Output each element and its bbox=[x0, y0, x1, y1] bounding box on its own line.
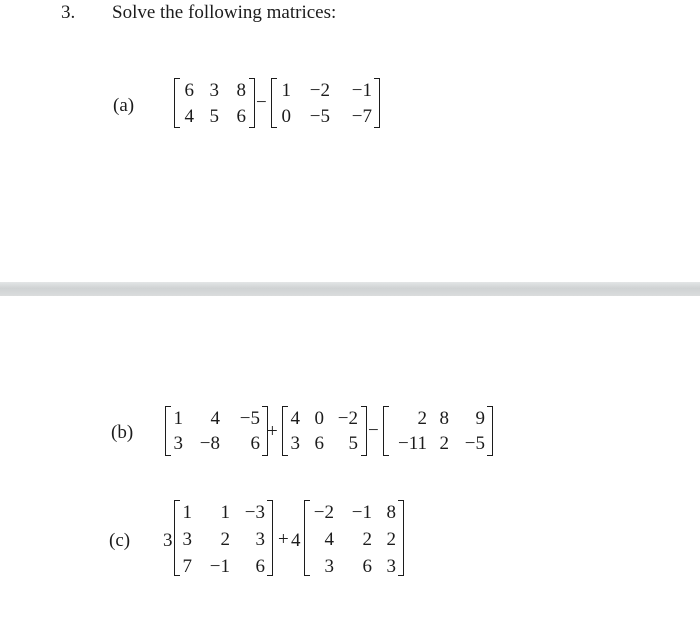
part-b-m1-cell: 1 bbox=[173, 408, 183, 429]
part-c-m2-cell: 2 bbox=[362, 529, 372, 550]
part-c-scalar-2: 4 bbox=[291, 530, 301, 551]
part-b-m1-cell: 3 bbox=[173, 433, 183, 454]
part-c-m2-cell: 3 bbox=[386, 556, 396, 577]
part-b-m3-cell: 8 bbox=[439, 408, 449, 429]
part-b-m2-cell: 5 bbox=[348, 433, 358, 454]
part-c-m1-cell: 1 bbox=[182, 502, 192, 523]
part-a-m2-right-bracket bbox=[374, 78, 380, 128]
part-c-m1-cell: −1 bbox=[209, 556, 230, 577]
part-a-m2-cell: 0 bbox=[281, 106, 291, 127]
part-c-m1-cell: 7 bbox=[182, 556, 192, 577]
part-b-m2-cell: −2 bbox=[337, 408, 358, 429]
part-c-scalar-1: 3 bbox=[163, 530, 173, 551]
part-a-m2-cell: −2 bbox=[309, 80, 330, 101]
part-c-m2-cell: 3 bbox=[324, 556, 334, 577]
part-b-m3-right-bracket bbox=[487, 406, 493, 456]
part-a-m1-cell: 8 bbox=[236, 80, 246, 101]
part-a-m1-cell: 6 bbox=[184, 80, 194, 101]
part-c-m2-cell: 8 bbox=[386, 502, 396, 523]
part-c-m1-right-bracket bbox=[267, 500, 273, 576]
part-b-m3-cell: −11 bbox=[397, 433, 427, 454]
part-c-m1-cell: −3 bbox=[244, 502, 265, 523]
part-c-m2-cell: 6 bbox=[362, 556, 372, 577]
part-c-m1-cell: 3 bbox=[255, 529, 265, 550]
part-b-label: (b) bbox=[111, 422, 134, 443]
part-a-label: (a) bbox=[113, 95, 135, 116]
part-a-m2-cell: −5 bbox=[309, 106, 330, 127]
page-divider bbox=[0, 282, 700, 296]
part-a-operator: − bbox=[256, 92, 267, 113]
part-a-m1-cell: 5 bbox=[209, 106, 219, 127]
part-b-m2-cell: 4 bbox=[290, 408, 300, 429]
part-b-m2-cell: 3 bbox=[290, 433, 300, 454]
part-c-m2-cell: −2 bbox=[313, 502, 334, 523]
part-a-m2-cell: −7 bbox=[351, 106, 372, 127]
part-a-m1-cell: 3 bbox=[209, 80, 219, 101]
part-c-m2-cell: −1 bbox=[351, 502, 372, 523]
part-a-m1-cell: 4 bbox=[184, 106, 194, 127]
part-a-m1-right-bracket bbox=[249, 78, 255, 128]
part-c-m1-cell: 2 bbox=[220, 529, 230, 550]
question-instruction: Solve the following matrices: bbox=[112, 2, 337, 23]
part-b-m2-cell: 6 bbox=[314, 433, 324, 454]
part-c-m2-cell: 2 bbox=[386, 529, 396, 550]
part-c-m1-cell: 3 bbox=[182, 529, 192, 550]
part-a-m2-cell: 1 bbox=[281, 80, 291, 101]
part-b-m1-cell: 4 bbox=[210, 408, 220, 429]
part-b-plus-operator: + bbox=[267, 421, 278, 442]
part-b-m1-cell: −5 bbox=[239, 408, 260, 429]
part-c-m2-right-bracket bbox=[398, 500, 404, 576]
part-b-m1-cell: 6 bbox=[250, 433, 260, 454]
part-b-minus-operator: − bbox=[368, 420, 379, 441]
part-c-m2-cell: 4 bbox=[324, 529, 334, 550]
part-a-m1-cell: 6 bbox=[236, 106, 246, 127]
part-b-m2-right-bracket bbox=[361, 406, 367, 456]
part-a-m2-cell: −1 bbox=[351, 80, 372, 101]
part-c-m1-cell: 1 bbox=[220, 502, 230, 523]
part-c-label: (c) bbox=[109, 530, 131, 551]
part-b-m3-cell: 9 bbox=[475, 408, 485, 429]
part-b-m2-cell: 0 bbox=[314, 408, 324, 429]
part-c-m1-cell: 6 bbox=[255, 556, 265, 577]
part-b-m3-cell: 2 bbox=[439, 433, 449, 454]
part-b-m3-cell: 2 bbox=[417, 408, 427, 429]
part-c-plus-operator: + bbox=[278, 529, 289, 550]
part-b-m3-cell: −5 bbox=[464, 433, 485, 454]
page-top-area bbox=[0, 0, 700, 282]
part-b-m1-cell: −8 bbox=[199, 433, 220, 454]
question-number: 3. bbox=[61, 2, 76, 23]
